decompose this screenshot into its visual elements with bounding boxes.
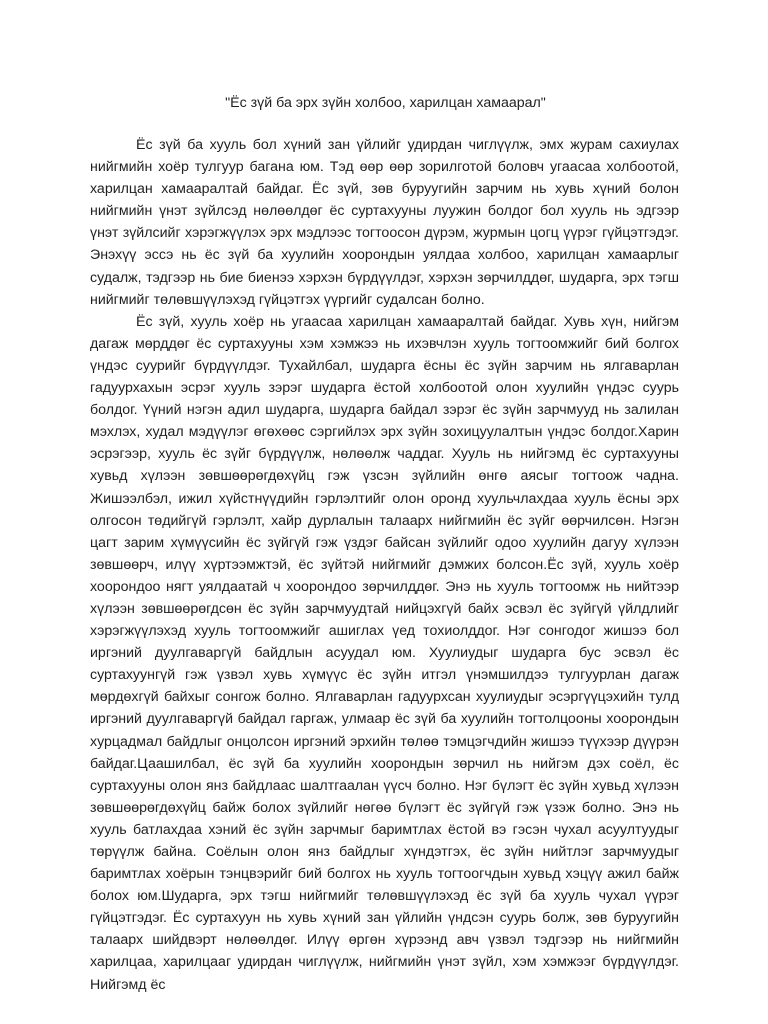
paragraph-intro: Ёс зүй ба хууль бол хүний зан үйлийг удирдан чиглүүлж, эмх журам сахиулах нийгмийн хоёр тулгуур багана юм. Тэд өөр өөр зорилготой боловч угаасаа холбоотой, харилцан хамааралтай байдаг. Ёс зүй, зөв буруугийн зарчим нь хувь хүний болон нийгмийн үнэт зүйлсэд нөлөөлдөг ёс суртахууны луужин болдог бол хууль нь эдгээр үнэт зүйлсийг хэрэгжүүлэх эрх мэдлээс тогтоосон дүрэм, журмын цогц үүрэг гүйцэтгэдэг. Энэхүү эссэ нь ёс зүй ба хуулийн хоорондын уялдаа холбоо, харилцан хамаарлыг судалж, тэдгээр нь бие биенээ хэрхэн бүрдүүлдэг, хэрхэн зөрчилддөг, шударга, эрх тэгш нийгмийг төлөвшүүлэхэд гүйцэтгэх үүргийг судалсан болно. [90,137,679,308]
document-title: "Ёс зүй ба эрх зүйн холбоо, харилцан хамаарал" [225,95,546,111]
paragraph-body: Ёс зүй, хууль хоёр нь угаасаа харилцан хамааралтай байдаг. Хувь хүн, нийгэм дагаж мөрддөг ёс суртахууны хэм хэмжээ нь ихэвчлэн хууль тогтоомжийг бий болгох үндэс суурийг бүрдүүлдэг. Тухайлбал, шударга ёсны ёс зүйн зарчим нь ялгаварлан гадуурхахын эсрэг хууль зэрэг шударга ёстой холбоотой олон хуулийн үндэс суурь болдог. Үүний нэгэн адил шударга, шударга байдал зэрэг ёс зүйн зарчмууд нь залилан мэхлэх, худал мэдүүлэг өгөхөөс сэргийлэх эрх зүйн зохицуулалтын үндэс болдог.Харин эсрэгээр, хууль ёс зүйг бүрдүүлж, нөлөөлж чаддаг. Хууль нь нийгэмд ёс суртахууны хувьд хүлээн зөвшөөрөгдөхүйц гэж үзсэн зүйлийн өнгө аясыг тогтоож чадна. Жишээлбэл, ижил хүйстнүүдийн гэрлэлтийг олон оронд хуульчлахдаа хууль ёсны эрх олгосон төдийгүй гэрлэлт, хайр дурлалын талаарх нийгмийн ёс зүйг өөрчилсөн. Нэгэн цагт зарим хүмүүсийн ёс зүйгүй гэж үздэг байсан зүйлийг одоо хуулийн дагуу хүлээн зөвшөөрч, илүү хүртээмжтэй, ёс зүйтэй нийгмийг дэмжих болсон.Ёс зүй, хууль хоёр хоорондоо нягт уялдаатай ч хоорондоо зөрчилддөг. Энэ нь хууль тогтоомж нь нийтээр хүлээн зөвшөөрөгдсөн ёс зүйн зарчмуудтай нийцэхгүй байх эсвэл ёс зүйгүй үйлдлийг хэрэгжүүлэхэд хууль тогтоомжийг ашиглах үед тохиолддог. Нэг сонгодог жишээ бол иргэний дуулгаваргүй байдлын асуудал юм. Хуулиудыг шударга бус эсвэл ёс суртахуунгүй гэж үзвэл хувь хүмүүс ёс зүйн итгэл үнэмшилдээ тулгуурлан дагаж мөрдөхгүй байхыг сонгож болно. Ялгаварлан гадуурхсан хуулиудыг эсэргүүцэхийн тулд иргэний дуулгаваргүй байдал гаргаж, улмаар ёс зүй ба хуулийн тогтолцооны хоорондын хурцадмал байдлыг онцолсон иргэний эрхийн төлөө тэмцэгчдийн жишээ түүхээр дүүрэн байдаг.Цаашилбал, ёс зүй ба хуулийн хоорондын зөрчил нь нийгэм дэх соёл, ёс суртахууны олон янз байдлаас шалтгаалан үүсч болно. Нэг бүлэгт ёс зүйн хувьд хүлээн зөвшөөрөгдөхүйц байж болох зүйлийг нөгөө бүлэгт ёс зүйгүй гэж үзэж болно. Энэ нь хууль батлахдаа хэний ёс зүйн зарчмыг баримтлах ёстой вэ гэсэн чухал асуултуудыг төрүүлж байна. Соёлын олон янз байдлыг хүндэтгэх, ёс зүйн нийтлэг зарчмуудыг баримтлах хоёрын тэнцвэрийг бий болгох нь хууль тогтоогчдын хувьд хэцүү ажил байж болох юм.Шударга, эрх тэгш нийгмийг төлөвшүүлэхэд ёс зүй ба хууль чухал үүрэг гүйцэтгэдэг. Ёс суртахуун нь хувь хүний зан үйлийн үндсэн суурь болж, зөв буруугийн талаарх шийдвэрт нөлөөлдөг. Илүү өргөн хүрээнд авч үзвэл тэдгээр нь нийгмийн харилцаа, харилцааг удирдан чиглүүлж, нийгмийн үнэт зүйл, хэм хэмжээг бүрдүүлдэг. Нийгэмд ёс [90,313,679,993]
